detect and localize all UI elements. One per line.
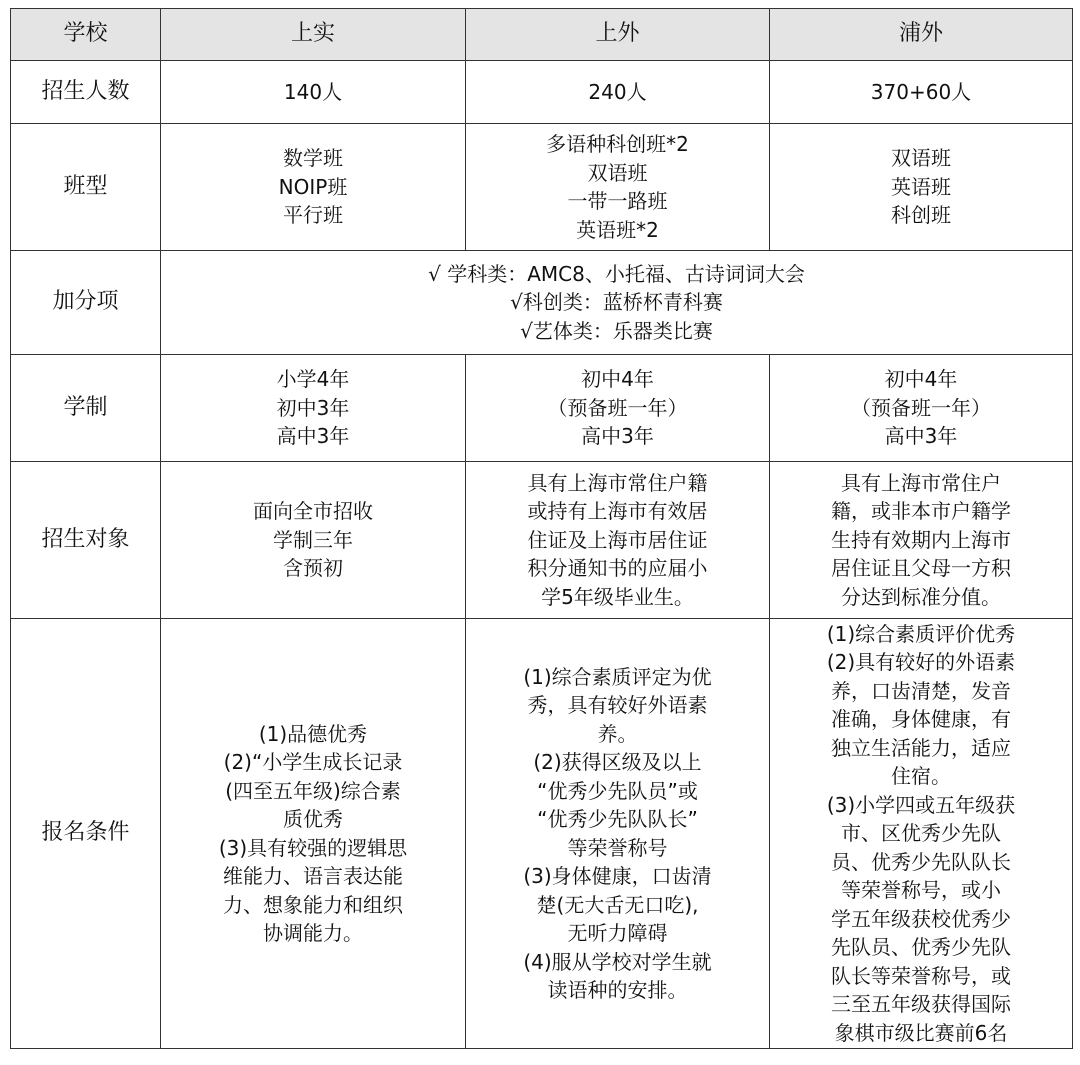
cell-line: (1)品德优秀 [258, 721, 368, 746]
system-shangshi [161, 355, 466, 462]
system-shangwai [466, 355, 770, 462]
requirements-label: 报名条件 [11, 619, 161, 1049]
admission-comparison-table [10, 8, 1073, 1049]
bonus-item: √ 学科类：AMC8、小托福、古诗词词大会 [428, 261, 805, 286]
class-type-puwai [770, 124, 1073, 251]
cell-line: 队长等荣誉称号，或 [831, 963, 1011, 988]
cell-line: 双语班 [587, 160, 648, 185]
cell-line: 楚(无大舌无口吃), [536, 892, 699, 917]
cell-line: 力、想象能力和组织 [223, 892, 403, 917]
cell-line: (2)获得区级及以上 [533, 750, 702, 774]
cell-line: 住宿。 [891, 764, 951, 789]
cell-line: 科创班 [891, 203, 951, 228]
class-type-shangwai [466, 124, 770, 251]
requirements-shangwai [466, 619, 770, 1049]
class-type-row [11, 124, 1073, 251]
bonus-row [11, 251, 1073, 355]
cell-line: 学5年级毕业生。 [541, 584, 694, 609]
system-label: 学制 [11, 355, 161, 462]
cell-line: (1)综合素质评价优秀 [826, 621, 1016, 646]
cell-line: 维能力、语言表达能 [223, 864, 403, 888]
bonus-label: 加分项 [11, 251, 161, 355]
cell-line: （预备班一年） [547, 395, 688, 420]
cell-line: 等荣誉称号，或小 [841, 878, 1001, 903]
cell-line: 积分通知书的应届小 [527, 556, 708, 581]
cell-line: 双语班 [891, 146, 951, 171]
header-row [11, 9, 1073, 61]
cell-line: 籍，或非本市户籍学 [831, 499, 1011, 524]
target-row [11, 462, 1073, 619]
cell-line: “优秀少先队员”或 [537, 778, 698, 803]
cell-line: 先队员、优秀少先队 [831, 935, 1011, 960]
cell-line: 一带一路班 [567, 189, 668, 213]
cell-line: 英语班*2 [576, 217, 659, 242]
cell-line: 初中4年 [884, 367, 958, 392]
bonus-item: √艺体类：乐器类比赛 [520, 318, 713, 343]
header-shangwai: 上外 [466, 9, 770, 61]
cell-line: 或持有上海市有效居 [527, 499, 708, 524]
cell-line: 秀，具有较好外语素 [527, 693, 708, 717]
enrollment-label: 招生人数 [11, 61, 161, 124]
cell-line: （预备班一年） [851, 395, 991, 420]
requirements-shangshi [161, 619, 466, 1049]
cell-line: 高中3年 [581, 424, 654, 449]
cell-line: 养。 [597, 721, 638, 746]
class-type-shangshi [161, 124, 466, 251]
cell-line: 养，口齿清楚，发音 [831, 678, 1011, 703]
cell-line: 分达到标准分值。 [841, 584, 1001, 609]
bonus-item: √科创类：蓝桥杯青科赛 [510, 290, 723, 315]
cell-line: NOIP班 [278, 174, 348, 199]
cell-line: 平行班 [283, 203, 343, 228]
cell-line: 含预初 [283, 556, 343, 581]
cell-line: 协调能力。 [263, 921, 363, 945]
cell-line: (3)小学四或五年级获 [826, 792, 1016, 817]
cell-line: 高中3年 [884, 424, 958, 449]
cell-line: 英语班 [891, 174, 951, 199]
cell-line: (1)综合素质评定为优 [523, 664, 712, 689]
class-type-label: 班型 [11, 124, 161, 251]
cell-line: 准确，身体健康，有 [831, 707, 1011, 732]
cell-line: 市、区优秀少先队 [841, 821, 1001, 846]
cell-line: 初中4年 [581, 367, 654, 392]
cell-line: (3)身体健康，口齿清 [523, 864, 712, 888]
cell-line: 象棋市级比赛前6名 [834, 1020, 1008, 1045]
header-school: 学校 [11, 9, 161, 61]
requirements-row [11, 619, 1073, 1049]
cell-line: 小学4年 [276, 367, 350, 392]
header-puwai: 浦外 [770, 9, 1073, 61]
target-label: 招生对象 [11, 462, 161, 619]
cell-line: 无听力障碍 [567, 921, 668, 945]
cell-line: (四至五年级)综合素 [225, 778, 401, 803]
target-shangwai [466, 462, 770, 619]
cell-line: 员、优秀少先队队长 [831, 849, 1011, 874]
cell-line: 多语种科创班*2 [546, 132, 689, 156]
cell-line: 具有上海市常住户籍 [527, 470, 708, 495]
cell-line: 独立生活能力，适应 [831, 735, 1011, 760]
cell-line: (3)具有较强的逻辑思 [218, 835, 408, 860]
cell-line: 质优秀 [283, 807, 343, 831]
target-shangshi [161, 462, 466, 619]
cell-line: 居住证且父母一方积 [831, 556, 1011, 581]
requirements-puwai [770, 619, 1073, 1049]
enrollment-puwai: 370+60人 [770, 61, 1073, 124]
cell-line: 生持有效期内上海市 [831, 527, 1011, 552]
cell-line: 面向全市招收 [253, 499, 373, 524]
cell-line: “优秀少先队队长” [537, 807, 698, 831]
cell-line: 数学班 [283, 146, 343, 171]
cell-line: 具有上海市常住户 [841, 470, 1001, 495]
cell-line: 学制三年 [273, 527, 353, 552]
cell-line: 高中3年 [276, 424, 350, 449]
cell-line: (2)“小学生成长记录 [223, 750, 403, 774]
bonus-items [161, 251, 1073, 355]
enrollment-shangshi: 140人 [161, 61, 466, 124]
cell-line: (2)具有较好的外语素 [826, 650, 1016, 675]
cell-line: (4)服从学校对学生就 [523, 949, 712, 974]
target-puwai [770, 462, 1073, 619]
cell-line: 等荣誉称号 [567, 835, 668, 860]
cell-line: 三至五年级获得国际 [831, 992, 1011, 1017]
cell-line: 学五年级获校优秀少 [831, 906, 1011, 931]
enrollment-row [11, 61, 1073, 124]
system-row [11, 355, 1073, 462]
cell-line: 读语种的安排。 [547, 978, 688, 1002]
header-shangshi: 上实 [161, 9, 466, 61]
cell-line: 初中3年 [276, 395, 350, 420]
system-puwai [770, 355, 1073, 462]
cell-line: 住证及上海市居住证 [527, 527, 708, 552]
enrollment-shangwai: 240人 [466, 61, 770, 124]
